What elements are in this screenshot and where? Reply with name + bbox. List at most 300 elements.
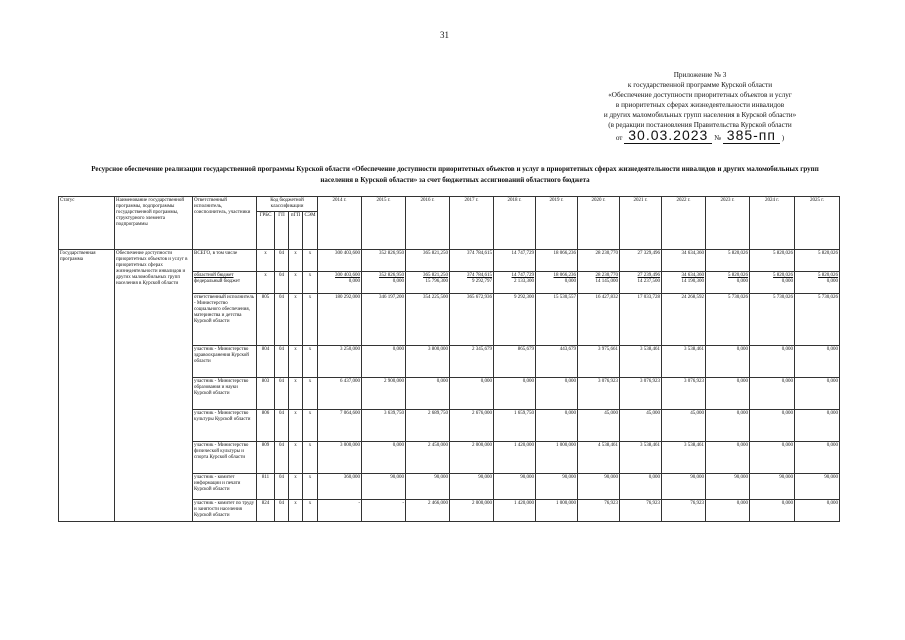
value-cell <box>494 474 536 500</box>
resolution-date-line <box>560 127 840 143</box>
value: 14 747,729 <box>511 273 535 278</box>
grbs-cell: 805 <box>257 294 275 346</box>
value-cell <box>795 410 840 442</box>
value-secondary: 9 292,797 <box>472 279 493 284</box>
header-year: 2022 г. <box>662 197 706 250</box>
value-cell <box>662 410 706 442</box>
value: 443,679 <box>559 347 577 352</box>
value-cell <box>620 250 662 272</box>
value-cell <box>450 250 494 272</box>
executor-label: участник - Министерство здравоохранения Курской области <box>194 347 249 364</box>
budget-table <box>58 196 840 522</box>
value: 1 420,000 <box>514 501 535 506</box>
executor-label: областной бюджет <box>194 273 234 278</box>
executor-label: ВСЕГО, в том числе <box>194 251 238 256</box>
value: 45,000 <box>604 411 619 416</box>
value-secondary: 14 190,300 <box>681 279 705 284</box>
value-cell <box>750 272 795 294</box>
value: 4 538,461 <box>598 443 619 448</box>
value-secondary: 14 145,000 <box>595 279 619 284</box>
value: 18 066,236 <box>553 251 577 256</box>
executor-cell <box>193 294 257 346</box>
appendix-line: (в редакции постановления Правительства Курской области <box>608 121 792 129</box>
value: 28 230,770 <box>595 273 619 278</box>
appendix-header <box>560 70 840 143</box>
value: 14 747,729 <box>511 251 535 256</box>
executor-cell <box>193 500 257 522</box>
value: 0,000 <box>522 379 535 384</box>
page-number: 31 <box>440 30 449 40</box>
header-year: 2018 г. <box>494 197 536 250</box>
value: 0,000 <box>826 443 839 448</box>
status-cell: Государственная программа <box>59 250 115 522</box>
value: 17 033,728 <box>637 295 661 300</box>
header-pgp: пГП <box>289 212 303 250</box>
som-cell: х <box>303 410 318 442</box>
value: 0,000 <box>480 379 493 384</box>
value: 354 225,500 <box>423 295 449 300</box>
header-som: СЭМ <box>303 212 318 250</box>
value: 0,000 <box>392 347 405 352</box>
value-cell <box>536 410 578 442</box>
som-cell: х <box>303 474 318 500</box>
value-cell <box>450 500 494 522</box>
executor-label: участник - Министерство физической культуры и спорта Курской области <box>194 443 249 460</box>
value-cell <box>578 378 620 410</box>
value-cell <box>578 410 620 442</box>
value-cell <box>750 410 795 442</box>
value: 0,000 <box>781 347 794 352</box>
value: 2 466,000 <box>428 501 449 506</box>
value: 3 800,000 <box>428 347 449 352</box>
value: 5 730,026 <box>728 295 749 300</box>
value-cell <box>706 272 750 294</box>
value-cell <box>318 378 362 410</box>
value-cell <box>536 442 578 474</box>
value-cell <box>536 272 578 294</box>
header-name: Наименование государственной программы, подпрограммы государственной программы, структурного элемента подпрограммы <box>115 197 193 250</box>
value-cell <box>620 346 662 378</box>
value-cell <box>795 346 840 378</box>
header-row <box>59 197 840 212</box>
value-cell <box>494 378 536 410</box>
header-year: 2024 г. <box>750 197 795 250</box>
value: 365 821,250 <box>423 273 449 278</box>
pgp-cell: х <box>289 378 303 410</box>
gp-cell: 04 <box>275 410 289 442</box>
value-cell <box>795 500 840 522</box>
value: 0,000 <box>736 443 749 448</box>
value: 3 538,461 <box>684 443 705 448</box>
value: 3 975,661 <box>598 347 619 352</box>
value-cell <box>318 250 362 272</box>
executor-label: участник - комитет информации и печати Курской области <box>194 475 241 492</box>
value-cell <box>494 500 536 522</box>
value: 2 345,679 <box>472 347 493 352</box>
value-cell <box>494 250 536 272</box>
value: 9 292,300 <box>514 295 535 300</box>
value-cell <box>750 442 795 474</box>
value-cell <box>795 250 840 272</box>
grbs-cell: 811 <box>257 474 275 500</box>
value-cell <box>318 294 362 346</box>
value: 3 000,000 <box>340 443 361 448</box>
header-year: 2017 г. <box>450 197 494 250</box>
value-cell <box>795 474 840 500</box>
value: 300 403,600 <box>335 273 361 278</box>
value-cell <box>795 378 840 410</box>
value-secondary: 0,000 <box>826 279 839 284</box>
number-prefix: № <box>714 134 721 142</box>
resolution-number: 385-пп <box>723 127 780 144</box>
value-cell <box>536 474 578 500</box>
value-cell <box>706 410 750 442</box>
value-cell <box>578 346 620 378</box>
value-cell <box>450 474 494 500</box>
value-cell <box>536 378 578 410</box>
value-cell <box>662 272 706 294</box>
executor-label: участник - Министерство образования и науки Курской области <box>194 379 249 396</box>
value-cell <box>706 442 750 474</box>
value-secondary: 0,000 <box>392 279 405 284</box>
som-cell: х <box>303 346 318 378</box>
value: 346 197,200 <box>379 295 405 300</box>
value-cell <box>362 250 406 272</box>
value-cell <box>750 500 795 522</box>
value-cell <box>578 272 620 294</box>
executor-cell <box>193 272 257 294</box>
value: 34 634,360 <box>681 251 705 256</box>
value-cell <box>662 294 706 346</box>
value-secondary: 0,000 <box>781 279 794 284</box>
value-cell <box>406 294 450 346</box>
gp-cell: 04 <box>275 250 289 272</box>
value: 90,000 <box>604 475 619 480</box>
value: - <box>358 501 361 506</box>
grbs-cell: 803 <box>257 378 275 410</box>
value: 28 230,770 <box>595 251 619 256</box>
value-cell <box>450 346 494 378</box>
value: 18 066,236 <box>553 273 577 278</box>
value-cell <box>620 294 662 346</box>
value-cell <box>318 500 362 522</box>
header-budget-code: Код бюджетной классификации <box>257 197 318 212</box>
header-year: 2014 г. <box>318 197 362 250</box>
value-cell <box>450 410 494 442</box>
header-status: Статус <box>59 197 115 250</box>
value: 0,000 <box>736 379 749 384</box>
value: 90,000 <box>562 475 577 480</box>
value-cell <box>536 500 578 522</box>
value: 0,000 <box>392 443 405 448</box>
value: - <box>402 501 405 506</box>
value-cell <box>662 500 706 522</box>
value: 5 820,026 <box>773 273 794 278</box>
grbs-cell: 824 <box>257 500 275 522</box>
value-cell <box>662 442 706 474</box>
pgp-cell: х <box>289 346 303 378</box>
value-cell <box>620 442 662 474</box>
program-name-cell: Обеспечение доступности приоритетных объектов и услуг в приоритетных сферах жизнедеятельности инвалидов и других маломобильных групп населения в Курской области <box>115 250 193 522</box>
value: 0,000 <box>564 411 577 416</box>
value: 45,000 <box>690 411 705 416</box>
som-cell: х <box>303 442 318 474</box>
value: 34 634,360 <box>681 273 705 278</box>
pgp-cell: х <box>289 250 303 272</box>
grbs-cell: х <box>257 272 275 294</box>
value-cell <box>706 378 750 410</box>
value: 2 000,000 <box>472 501 493 506</box>
som-cell: х <box>303 272 318 294</box>
value-cell <box>706 346 750 378</box>
value-cell <box>662 250 706 272</box>
value: 76,923 <box>646 501 661 506</box>
gp-cell: 04 <box>275 272 289 294</box>
value-cell <box>620 474 662 500</box>
value: 24 268,592 <box>681 295 705 300</box>
value-cell <box>795 294 840 346</box>
header-year: 2019 г. <box>536 197 578 250</box>
value-cell <box>795 272 840 294</box>
executor-label: участник - Министерство культуры Курской области <box>194 411 251 422</box>
value-cell <box>494 346 536 378</box>
value-secondary: 0,000 <box>348 279 361 284</box>
value: 0,000 <box>826 411 839 416</box>
value-cell <box>536 294 578 346</box>
value-cell <box>450 272 494 294</box>
header-year: 2016 г. <box>406 197 450 250</box>
value: 0,000 <box>736 501 749 506</box>
document-title: Ресурсное обеспечение реализации государственной программы Курской области «Обеспечение доступности приоритетных объектов и услуг в приоритетных сферах жизнедеятельности инвалидов и других маломобильных групп населения в Курской области» за счет бюджетных ассигнований областного бюджета <box>91 165 819 184</box>
header-gp: ГП <box>275 212 289 250</box>
value-cell <box>706 500 750 522</box>
value: 15 530,557 <box>553 295 577 300</box>
header-year: 2020 г. <box>578 197 620 250</box>
value: 90,000 <box>690 475 705 480</box>
value: 0,000 <box>781 411 794 416</box>
gp-cell: 04 <box>275 474 289 500</box>
value-cell <box>620 272 662 294</box>
value: 0,000 <box>826 347 839 352</box>
value: 76,923 <box>604 501 619 506</box>
appendix-line: «Обеспечение доступности приоритетных объектов и услуг <box>608 91 792 99</box>
value-cell <box>362 474 406 500</box>
appendix-line: в приоритетных сферах жизнедеятельности инвалидов <box>615 101 785 109</box>
value: 0,000 <box>781 501 794 506</box>
value-cell <box>750 474 795 500</box>
header-executor: Ответственный исполнитель, соисполнитель, участники <box>193 197 257 250</box>
value: 2 900,000 <box>384 379 405 384</box>
value: 3 250,000 <box>340 347 361 352</box>
value: 3 076,923 <box>640 379 661 384</box>
appendix-line: и других маломобильных групп населения в Курской области» <box>603 111 797 119</box>
value: 865,679 <box>517 347 535 352</box>
value-cell <box>406 474 450 500</box>
value: 0,000 <box>564 379 577 384</box>
value: 2 689,750 <box>428 411 449 416</box>
value: 90,000 <box>478 475 493 480</box>
value: 90,000 <box>390 475 405 480</box>
value: 90,000 <box>434 475 449 480</box>
value-cell <box>406 272 450 294</box>
grbs-cell: х <box>257 250 275 272</box>
pgp-cell: х <box>289 474 303 500</box>
value-cell <box>406 410 450 442</box>
value: 3 538,461 <box>640 443 661 448</box>
date-prefix: от <box>615 134 623 142</box>
value-cell <box>318 442 362 474</box>
value-cell <box>494 294 536 346</box>
value: 1 000,000 <box>556 443 577 448</box>
value-cell <box>406 500 450 522</box>
value-cell <box>706 474 750 500</box>
value: 360,000 <box>343 475 361 480</box>
pgp-cell: х <box>289 442 303 474</box>
value-cell <box>750 378 795 410</box>
value: 0,000 <box>781 379 794 384</box>
value: 5 820,026 <box>818 251 839 256</box>
value: 0,000 <box>826 501 839 506</box>
executor-cell <box>193 378 257 410</box>
value-cell <box>406 346 450 378</box>
header-year: 2015 г. <box>362 197 406 250</box>
resolution-date: 30.03.2023 <box>624 127 712 144</box>
value-cell <box>406 378 450 410</box>
executor-cell <box>193 250 257 272</box>
gp-cell: 04 <box>275 378 289 410</box>
value-cell <box>578 294 620 346</box>
grbs-cell: 804 <box>257 346 275 378</box>
value: 374 784,615 <box>467 273 493 278</box>
header-grbs: ГРБС <box>257 212 275 250</box>
value-cell <box>318 410 362 442</box>
value-cell <box>662 346 706 378</box>
value: 3 639,750 <box>384 411 405 416</box>
value: 300 403,600 <box>335 251 361 256</box>
value-cell <box>362 378 406 410</box>
value: 90,000 <box>734 475 749 480</box>
value-cell <box>750 346 795 378</box>
value: 6 437,000 <box>340 379 361 384</box>
executor-cell <box>193 474 257 500</box>
value: 5 820,026 <box>728 251 749 256</box>
value-cell <box>578 500 620 522</box>
executor-cell <box>193 442 257 474</box>
value-cell <box>362 442 406 474</box>
value: 365 672,936 <box>467 295 493 300</box>
gp-cell: 04 <box>275 294 289 346</box>
value: 352 826,950 <box>379 273 405 278</box>
value: 374 784,615 <box>467 251 493 256</box>
value: 2 000,000 <box>472 443 493 448</box>
value-cell <box>536 250 578 272</box>
appendix-line: к государственной программе Курской области <box>627 81 773 89</box>
som-cell: х <box>303 378 318 410</box>
value: 2 676,000 <box>472 411 493 416</box>
som-cell: х <box>303 250 318 272</box>
value: 16 427,832 <box>595 295 619 300</box>
value: 1 659,750 <box>514 411 535 416</box>
value: 0,000 <box>648 475 661 480</box>
value-cell <box>494 442 536 474</box>
value-cell <box>620 410 662 442</box>
value-cell <box>362 346 406 378</box>
value-cell <box>318 474 362 500</box>
value-cell <box>362 500 406 522</box>
executor-label: ответственный исполнитель - Министерство социального обеспечения, материнства и детства Курской области <box>194 295 255 324</box>
value: 0,000 <box>436 379 449 384</box>
closing-paren: ) <box>781 134 785 142</box>
pgp-cell: х <box>289 500 303 522</box>
value-secondary: 0,000 <box>564 279 577 284</box>
pgp-cell: х <box>289 272 303 294</box>
value-cell <box>578 250 620 272</box>
value-cell <box>362 294 406 346</box>
pgp-cell: х <box>289 294 303 346</box>
value-secondary: 2 133,300 <box>514 279 535 284</box>
table-row <box>59 250 840 272</box>
value: 2 450,000 <box>428 443 449 448</box>
value-cell <box>662 474 706 500</box>
value: 76,923 <box>690 501 705 506</box>
value: 45,000 <box>646 411 661 416</box>
value-cell <box>406 442 450 474</box>
value: 5 820,026 <box>773 251 794 256</box>
gp-cell: 04 <box>275 500 289 522</box>
value: 3 538,461 <box>640 347 661 352</box>
value: 90,000 <box>520 475 535 480</box>
table-body <box>59 250 840 522</box>
value: 5 730,026 <box>818 295 839 300</box>
header-year: 2021 г. <box>620 197 662 250</box>
value: 0,000 <box>736 411 749 416</box>
value: 3 076,923 <box>598 379 619 384</box>
value: 180 292,000 <box>335 295 361 300</box>
value-cell <box>706 294 750 346</box>
executor-cell <box>193 346 257 378</box>
value-cell <box>362 272 406 294</box>
som-cell: х <box>303 500 318 522</box>
value: 0,000 <box>826 379 839 384</box>
value-cell <box>706 250 750 272</box>
value-secondary: 15 796,300 <box>425 279 449 284</box>
value-cell <box>662 378 706 410</box>
value-cell <box>318 272 362 294</box>
value: 27 329,496 <box>637 251 661 256</box>
value-secondary: 0,000 <box>736 279 749 284</box>
value-cell <box>620 378 662 410</box>
value-cell <box>318 346 362 378</box>
value: 3 538,461 <box>684 347 705 352</box>
header-year: 2023 г. <box>706 197 750 250</box>
value-cell <box>450 294 494 346</box>
value: 0,000 <box>736 347 749 352</box>
executor-cell <box>193 410 257 442</box>
value: 352 826,950 <box>379 251 405 256</box>
grbs-cell: 809 <box>257 442 275 474</box>
value-cell <box>795 442 840 474</box>
value: 5 730,026 <box>773 295 794 300</box>
value-cell <box>450 378 494 410</box>
header-year: 2025 г. <box>795 197 840 250</box>
som-cell: х <box>303 294 318 346</box>
value: 5 820,026 <box>728 273 749 278</box>
value-cell <box>406 250 450 272</box>
value-cell <box>450 442 494 474</box>
appendix-line: Приложение № 3 <box>673 71 727 79</box>
value-cell <box>362 410 406 442</box>
value: 3 076,923 <box>684 379 705 384</box>
